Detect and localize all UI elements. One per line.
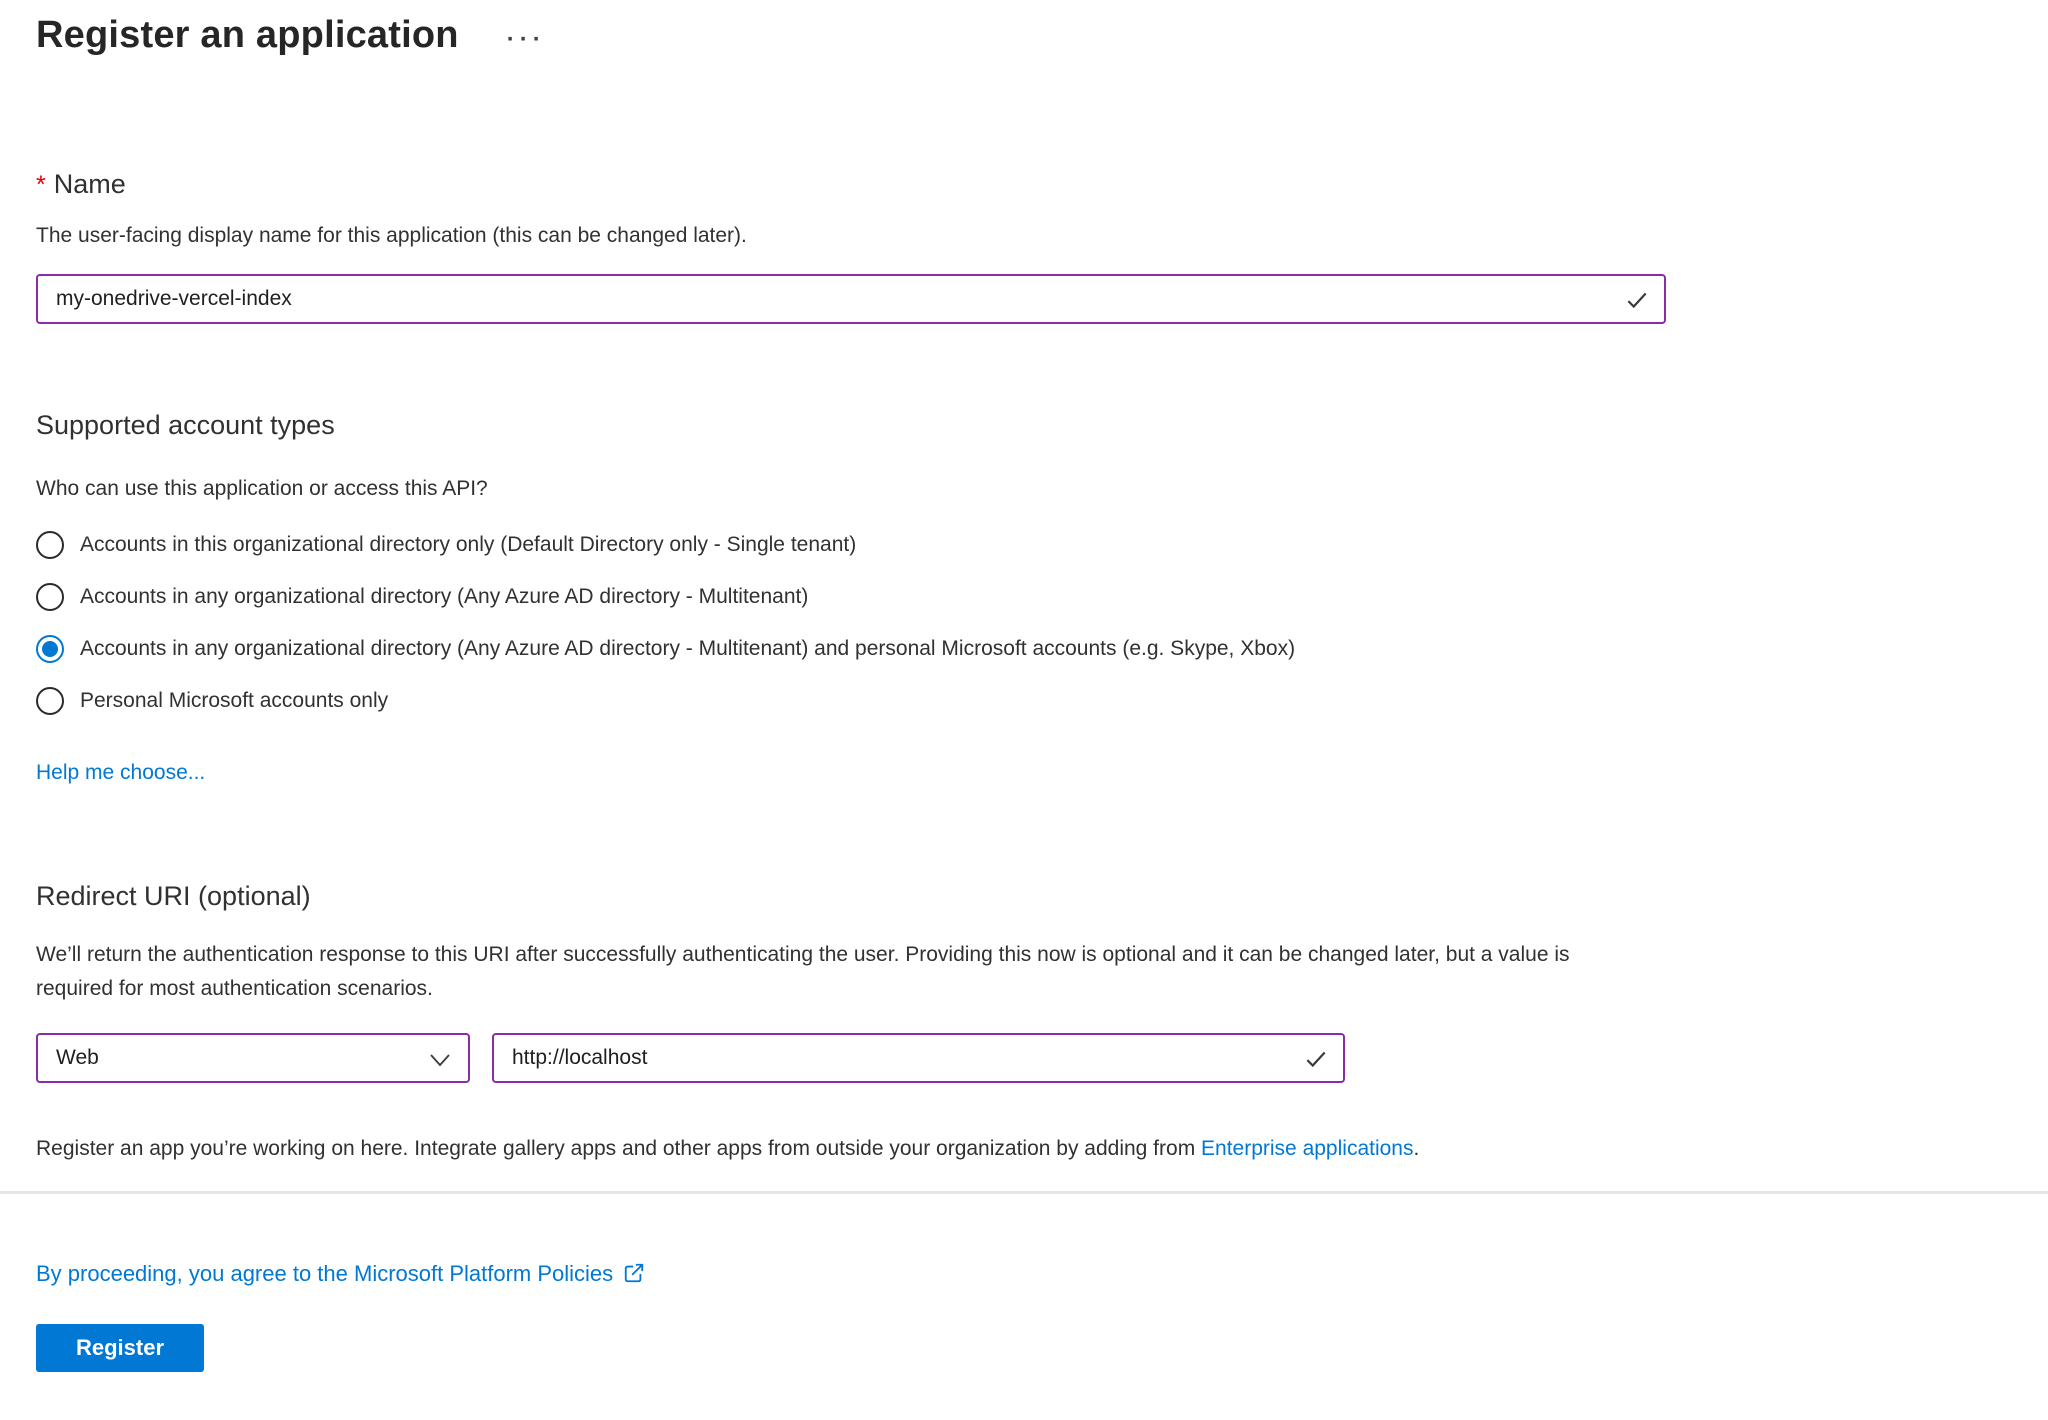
radio-option-multitenant-personal[interactable] — [36, 635, 2012, 663]
page-header — [36, 14, 2012, 57]
enterprise-applications-link[interactable]: Enterprise applications — [1201, 1137, 1414, 1161]
radio-icon — [36, 635, 64, 663]
account-types-radio-group — [36, 531, 2012, 715]
chevron-down-icon — [428, 1049, 452, 1071]
required-asterisk: * — [36, 171, 46, 199]
register-note — [36, 1137, 2012, 1161]
radio-icon — [36, 687, 64, 715]
radio-option-single-tenant[interactable] — [36, 531, 2012, 559]
account-types-question: Who can use this application or access this API? — [36, 477, 488, 500]
radio-option-label: Personal Microsoft accounts only — [80, 689, 389, 712]
radio-option-label: Accounts in any organizational directory (Any Azure AD directory - Multitenant) and personal Microsoft accounts (e.g. Skype, Xbox) — [80, 637, 1296, 660]
radio-option-label: Accounts in this organizational directory only (Default Directory only - Single tenant) — [80, 533, 857, 556]
name-input-value[interactable] — [38, 276, 1664, 322]
register-note-suffix: . — [1413, 1137, 1420, 1161]
platform-select-value: Web — [56, 1046, 99, 1070]
platform-select[interactable] — [36, 1033, 470, 1083]
register-note-text: Register an app you’re working on here. Integrate gallery apps and other apps from outside your organization by adding from — [36, 1137, 1202, 1161]
redirect-uri-description: We’ll return the authentication response to this URI after successfully authenticating the user. Providing this now is optional and it can be changed later, but a value is required for most authentication scenarios. — [36, 943, 1570, 1000]
help-me-choose-link[interactable]: Help me choose... — [36, 761, 206, 784]
radio-icon — [36, 531, 64, 559]
checkmark-icon — [1303, 1046, 1329, 1072]
name-field-description: The user-facing display name for this application (this can be changed later). — [36, 224, 747, 247]
redirect-uri-controls — [36, 1033, 2012, 1083]
radio-option-personal-only[interactable] — [36, 687, 2012, 715]
radio-icon — [36, 583, 64, 611]
platform-policies-link[interactable] — [36, 1260, 645, 1288]
more-options-button[interactable]: ··· — [503, 28, 550, 52]
name-field-label — [36, 169, 2012, 200]
page-title: Register an application — [36, 14, 459, 56]
redirect-uri-heading: Redirect URI (optional) — [36, 881, 311, 911]
platform-policies-link-text: By proceeding, you agree to the Microsoft Platform Policies — [36, 1261, 614, 1287]
radio-option-multitenant[interactable] — [36, 583, 2012, 611]
checkmark-icon — [1624, 287, 1650, 313]
redirect-uri-input[interactable] — [492, 1033, 1345, 1083]
supported-account-types-heading: Supported account types — [36, 410, 335, 440]
name-label-text: Name — [53, 169, 126, 199]
register-button[interactable]: Register — [36, 1324, 204, 1372]
name-input[interactable] — [36, 274, 1666, 324]
radio-option-label: Accounts in any organizational directory (Any Azure AD directory - Multitenant) — [80, 585, 809, 608]
external-link-icon — [623, 1260, 645, 1288]
redirect-uri-input-value[interactable] — [494, 1035, 1343, 1081]
